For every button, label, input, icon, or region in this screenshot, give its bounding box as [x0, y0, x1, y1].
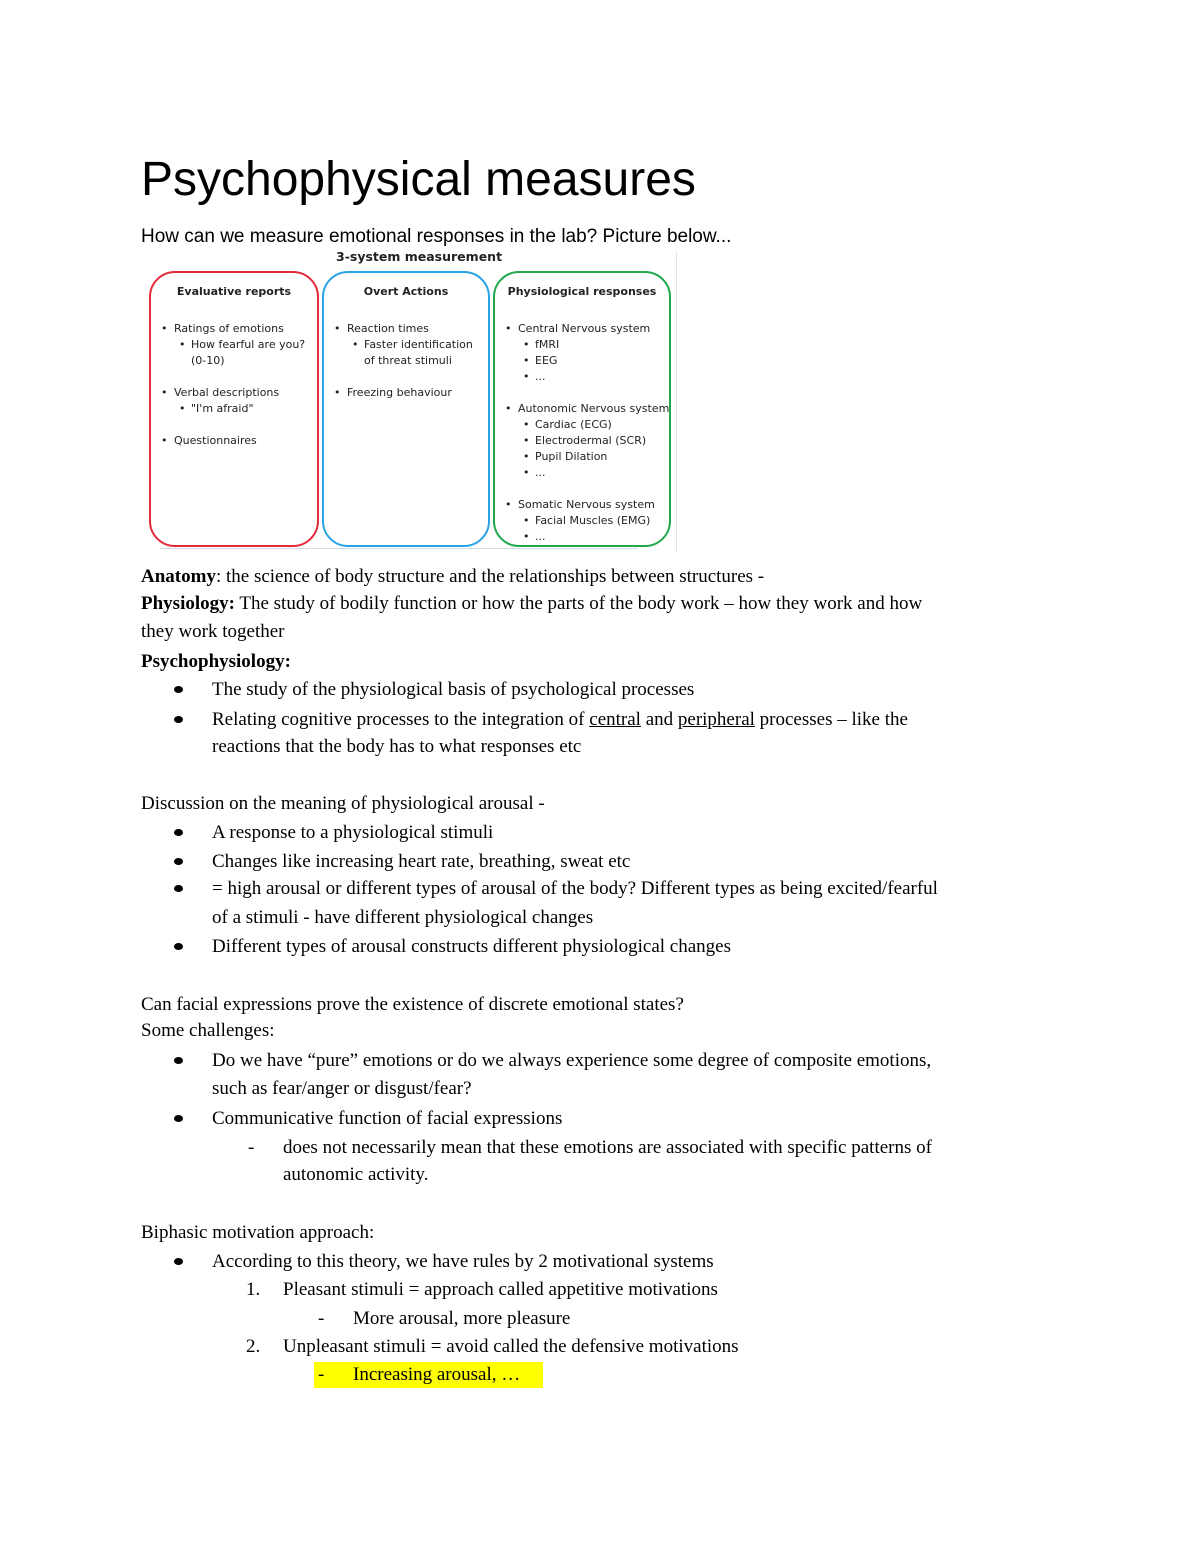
- dash-marker: -: [318, 1308, 325, 1329]
- physiology-definition: [141, 590, 922, 617]
- list-item: The study of the physiological basis of psychological processes: [212, 679, 695, 700]
- list-item: According to this theory, we have rules by 2 motivational systems: [212, 1251, 714, 1272]
- sub-list-item: More arousal, more pleasure: [353, 1308, 571, 1329]
- list-item: Different types of arousal constructs different physiological changes: [212, 936, 732, 957]
- sub-list-item: does not necessarily mean that these emotions are associated with specific patterns of: [283, 1137, 932, 1158]
- numbered-item: Unpleasant stimuli = avoid called the defensive motivations: [283, 1336, 739, 1357]
- text-span: Relating cognitive processes to the integration of: [212, 709, 590, 730]
- list-item: • ...: [501, 369, 665, 385]
- physiology-term: Physiology:: [141, 593, 235, 614]
- bullet-icon: [174, 1113, 184, 1123]
- bullet-icon: [174, 883, 184, 893]
- list-item: • Pupil Dilation: [501, 449, 665, 465]
- central-term: central: [589, 709, 641, 730]
- physiology-text: The study of bodily function or how the parts of the body work – how they work and how: [234, 593, 923, 614]
- list-item: • Cardiac (ECG): [501, 417, 665, 433]
- list-item: Do we have “pure” emotions or do we always experience some degree of composite emotions,: [212, 1050, 932, 1071]
- psychophysiology-term: Psychophysiology:: [141, 651, 291, 672]
- sub-list-item-cont: autonomic activity.: [283, 1164, 429, 1185]
- list-item: • Reaction times: [330, 321, 484, 337]
- list-item: • ...: [501, 529, 665, 545]
- anatomy-definition: [141, 563, 764, 590]
- list-item: • Faster identification: [330, 337, 484, 353]
- bullet-icon: [174, 827, 184, 837]
- overt-actions-box: [322, 271, 490, 547]
- physiology-definition-cont: they work together: [141, 621, 285, 642]
- dash-marker: -: [318, 1364, 325, 1385]
- bullet-icon: [174, 856, 184, 866]
- physiological-responses-box: [493, 271, 671, 547]
- diagram-baseline: [160, 548, 638, 549]
- list-item: • How fearful are you?: [157, 337, 313, 353]
- diagram-title: 3-system measurement: [336, 249, 503, 264]
- list-item: = high arousal or different types of arousal of the body? Different types as being excited/fearful: [212, 878, 938, 899]
- list-number: 1.: [246, 1279, 261, 1300]
- list-item-cont: of a stimuli - have different physiological changes: [212, 907, 594, 928]
- list-number: 2.: [246, 1336, 261, 1357]
- bullet-icon: [174, 684, 184, 694]
- list-item: • Central Nervous system: [501, 321, 665, 337]
- bullet-icon: [174, 941, 184, 951]
- box-list: [501, 321, 670, 545]
- list-item: • fMRI: [501, 337, 665, 353]
- list-item: • "I'm afraid": [157, 401, 313, 417]
- facial-question: Can facial expressions prove the existence of discrete emotional states?: [141, 994, 684, 1015]
- list-item: Changes like increasing heart rate, breathing, sweat etc: [212, 851, 631, 872]
- bullet-icon: [174, 714, 184, 724]
- challenges-label: Some challenges:: [141, 1020, 275, 1041]
- list-item: • Facial Muscles (EMG): [501, 513, 665, 529]
- box-heading: Overt Actions: [363, 285, 449, 298]
- box-heading: Evaluative reports: [176, 285, 292, 298]
- bullet-icon: [174, 1055, 184, 1065]
- list-item: A response to a physiological stimuli: [212, 822, 494, 843]
- page-title: Psychophysical measures: [141, 153, 696, 206]
- diagram-edge-line: [676, 252, 677, 553]
- text-span: processes – like the: [754, 709, 908, 730]
- list-item: • Ratings of emotions: [157, 321, 313, 337]
- anatomy-term: Anatomy: [141, 566, 216, 587]
- list-item: • EEG: [501, 353, 665, 369]
- anatomy-text: : the science of body structure and the relationships between structures -: [215, 566, 765, 587]
- list-item: • Somatic Nervous system: [501, 497, 665, 513]
- list-item-cont: such as fear/anger or disgust/fear?: [212, 1078, 472, 1099]
- numbered-item: Pleasant stimuli = approach called appetitive motivations: [283, 1279, 718, 1300]
- list-item: • Questionnaires: [157, 433, 313, 449]
- subtitle: How can we measure emotional responses in the lab? Picture below...: [141, 226, 732, 247]
- list-item: • Verbal descriptions: [157, 385, 313, 401]
- bullet-icon: [174, 1256, 184, 1266]
- list-item-cont: reactions that the body has to what responses etc: [212, 736, 582, 757]
- biphasic-heading: Biphasic motivation approach:: [141, 1222, 375, 1243]
- box-list: [157, 321, 313, 449]
- box-heading: Physiological responses: [507, 285, 657, 298]
- dash-marker: -: [248, 1137, 255, 1158]
- box-list: [330, 321, 484, 401]
- sub-list-item-highlighted: Increasing arousal, …: [353, 1364, 521, 1385]
- list-item: • Freezing behaviour: [330, 385, 484, 401]
- evaluative-reports-box: [149, 271, 319, 547]
- list-item: (0-10): [191, 354, 225, 367]
- list-item: • Autonomic Nervous system: [501, 401, 665, 417]
- list-item: • ...: [501, 465, 665, 481]
- peripheral-term: peripheral: [677, 709, 755, 730]
- list-item: [212, 706, 908, 733]
- list-item: of threat stimuli: [364, 354, 452, 367]
- arousal-heading: Discussion on the meaning of physiological arousal -: [141, 793, 545, 814]
- list-item: • Electrodermal (SCR): [501, 433, 665, 449]
- text-span: and: [640, 709, 678, 730]
- list-item: Communicative function of facial expressions: [212, 1108, 563, 1129]
